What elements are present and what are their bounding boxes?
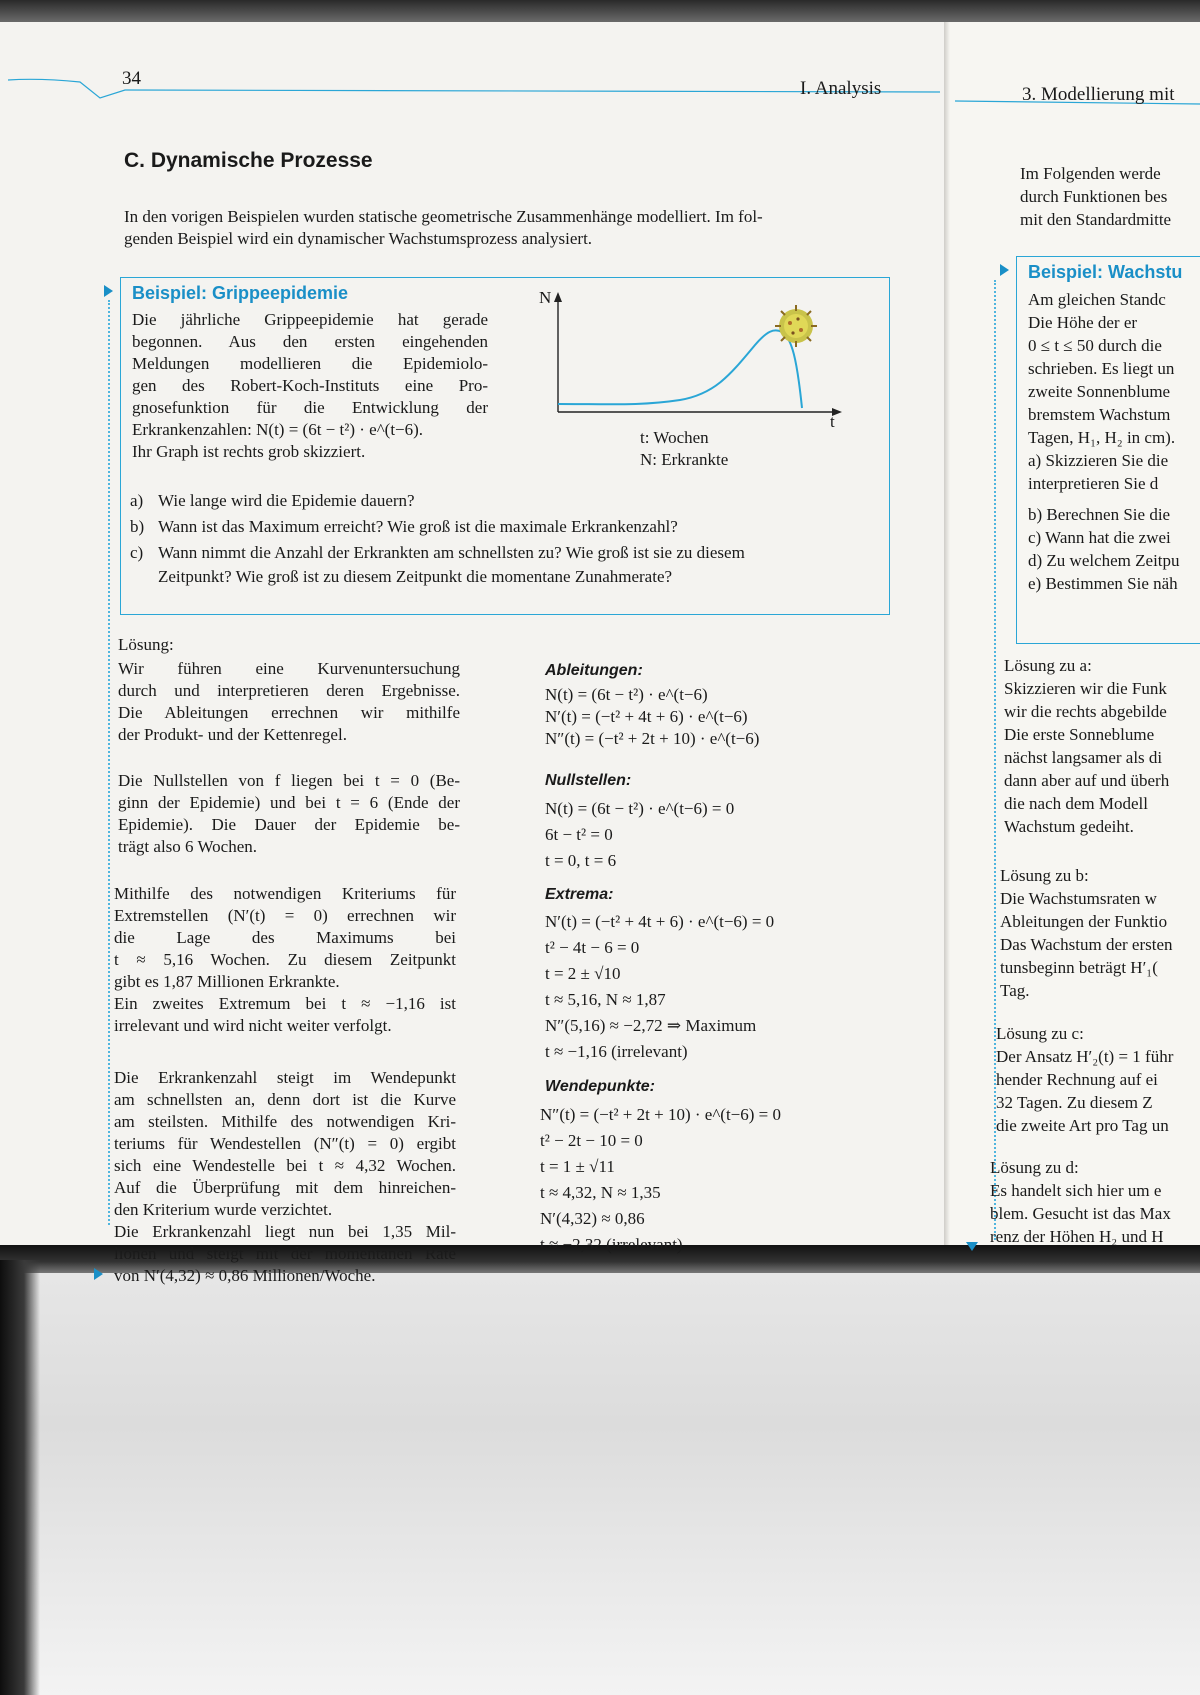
question-a bbox=[130, 490, 870, 512]
example-line: gen des Robert-Koch-Instituts eine Pro- bbox=[132, 376, 488, 395]
question-c-cont bbox=[130, 566, 870, 588]
solution-line: durch und interpretieren deren Ergebnisse. bbox=[118, 681, 460, 700]
right-solution-line: Wachstum gedeiht. bbox=[1004, 817, 1134, 836]
solution-heading: Lösung: bbox=[118, 635, 174, 654]
solution-line: teriums für Wendestellen (N″(t) = 0) ergibt bbox=[114, 1134, 456, 1153]
solution-line: am steilsten. Mithilfe des notwendigen Kri- bbox=[114, 1112, 456, 1131]
scan-bottom-area bbox=[0, 1245, 1200, 1695]
solution-line: von N′(4,32) ≈ 0,86 Millionen/Woche. bbox=[114, 1266, 376, 1285]
example-dotted-rule bbox=[108, 300, 110, 1225]
math-line: t² − 4t − 6 = 0 bbox=[545, 938, 640, 957]
right-solution-line: Es handelt sich hier um e bbox=[990, 1181, 1162, 1200]
page-number: 34 bbox=[122, 68, 141, 89]
example-line: begonnen. Aus den ersten eingehenden bbox=[132, 332, 488, 351]
solution-line: den Kriterium wurde verzichtet. bbox=[114, 1200, 333, 1219]
wendepunkte-block bbox=[540, 1102, 781, 1258]
right-example-title: Beispiel: Wachstu bbox=[1028, 262, 1183, 282]
math-line: t = 2 ± √10 bbox=[545, 964, 621, 983]
math-line: t = 1 ± √11 bbox=[540, 1157, 615, 1176]
right-end-marker-icon bbox=[966, 1242, 978, 1251]
solution-line: Die Erkrankenzahl liegt nun bei 1,35 Mil- bbox=[114, 1222, 456, 1241]
right-solution-heading: Lösung zu d: bbox=[990, 1158, 1079, 1177]
solution-line: Die Nullstellen von f liegen bei t = 0 (Be- bbox=[118, 771, 460, 790]
solution-line: Die Erkrankenzahl steigt im Wendepunkt bbox=[114, 1068, 456, 1087]
solution-line: Die Ableitungen errechnen wir mithilfe bbox=[118, 703, 460, 722]
math-line: N″(5,16) ≈ −2,72 ⇒ Maximum bbox=[545, 1016, 757, 1035]
right-solution-line: wir die rechts abgebilde bbox=[1004, 702, 1167, 721]
question-text: Wie lange wird die Epidemie dauern? bbox=[158, 491, 415, 510]
graph-x-label: t bbox=[830, 412, 835, 431]
right-intro-line: durch Funktionen bes bbox=[1020, 187, 1168, 206]
right-example-line: a) Skizzieren Sie die bbox=[1028, 451, 1169, 470]
math-line: N′(t) = (−t² + 4t + 6) · e^(t−6) bbox=[545, 707, 748, 726]
right-example-line: Am gleichen Standc bbox=[1028, 290, 1166, 309]
right-example-line: interpretieren Sie d bbox=[1028, 474, 1159, 493]
solution-line: Epidemie). Die Dauer der Epidemie be- bbox=[118, 815, 460, 834]
extrema-block bbox=[545, 909, 774, 1065]
example-line: Ihr Graph ist rechts grob skizziert. bbox=[132, 442, 366, 461]
question-letter: c) bbox=[130, 543, 144, 562]
y-axis-arrow-icon bbox=[554, 292, 562, 302]
math-line: N(t) = (6t − t²) · e^(t−6) = 0 bbox=[545, 799, 735, 818]
ableitungen-block bbox=[545, 684, 759, 750]
right-solution-a bbox=[1004, 654, 1200, 838]
solution-line: trägt also 6 Wochen. bbox=[118, 837, 258, 856]
right-solution-line: Tag. bbox=[1000, 981, 1030, 1000]
example-title: Beispiel: Grippeepidemie bbox=[132, 283, 349, 303]
example-line: Erkrankenzahlen: N(t) = (6t − t²) · e^(t−6). bbox=[132, 420, 424, 439]
question-letter: b) bbox=[130, 517, 145, 536]
right-solution-line: Die erste Sonneblume bbox=[1004, 725, 1155, 744]
right-solution-line: Skizzieren wir die Funk bbox=[1004, 679, 1167, 698]
right-solution-line: renz der Höhen H₂ und H bbox=[990, 1227, 1164, 1246]
right-example-line: d) Zu welchem Zeitpu bbox=[1028, 551, 1180, 570]
extrema-label: Extrema: bbox=[545, 886, 614, 903]
wendepunkte-label: Wendepunkte: bbox=[545, 1078, 655, 1095]
right-solution-line: Das Wachstum der ersten bbox=[1000, 935, 1173, 954]
right-example-line: 0 ≤ t ≤ 50 durch die bbox=[1028, 336, 1162, 355]
epidemic-curve bbox=[558, 330, 802, 408]
solution-line: Auf die Überprüfung mit dem hinreichen- bbox=[114, 1178, 456, 1197]
math-line: t = 0, t = 6 bbox=[545, 851, 617, 870]
example-line: gnosefunktion für die Entwicklung der bbox=[132, 398, 488, 417]
right-solution-line: dann aber auf und überh bbox=[1004, 771, 1170, 790]
question-text: Wann nimmt die Anzahl der Erkrankten am schnellsten zu? Wie groß ist sie zu diesem bbox=[158, 543, 745, 562]
right-solution-b bbox=[1000, 864, 1200, 1002]
chapter-title-left: I. Analysis bbox=[800, 78, 882, 99]
math-line: N′(t) = (−t² + 4t + 6) · e^(t−6) = 0 bbox=[545, 912, 775, 931]
right-example-line: b) Berechnen Sie die bbox=[1028, 505, 1171, 524]
example-line: Meldungen modellieren die Epidemiolo- bbox=[132, 354, 488, 373]
right-solution-line: blem. Gesucht ist das Max bbox=[990, 1204, 1171, 1223]
question-text: Zeitpunkt? Wie groß ist zu diesem Zeitpunkt die momentane Zunahmerate? bbox=[158, 567, 673, 586]
right-solution-heading: Lösung zu c: bbox=[996, 1024, 1084, 1043]
math-line: t ≈ −2,32 (irrelevant) bbox=[540, 1235, 683, 1254]
chapter-title-right: 3. Modellierung mit bbox=[1022, 84, 1175, 105]
solution-para-1 bbox=[118, 658, 460, 746]
question-text: Wann ist das Maximum erreicht? Wie groß ist die maximale Erkrankenzahl? bbox=[158, 517, 678, 536]
right-solution-line: Der Ansatz H′₂(t) = 1 führ bbox=[996, 1047, 1174, 1066]
virus-icon bbox=[775, 305, 817, 347]
math-line: N″(t) = (−t² + 2t + 10) · e^(t−6) = 0 bbox=[540, 1105, 782, 1124]
nullstellen-block bbox=[545, 796, 734, 874]
solution-line: gibt es 1,87 Millionen Erkrankte. bbox=[114, 972, 340, 991]
math-line: N″(t) = (−t² + 2t + 10) · e^(t−6) bbox=[545, 729, 760, 748]
solution-line: lionen und steigt mit der momentanen Rate bbox=[114, 1244, 456, 1263]
scan-left-shadow bbox=[0, 1260, 40, 1695]
right-solution-line: die nach dem Modell bbox=[1004, 794, 1148, 813]
solution-line: irrelevant und wird nicht weiter verfolgt. bbox=[114, 1016, 392, 1035]
math-line: t² − 2t − 10 = 0 bbox=[540, 1131, 643, 1150]
header-rule bbox=[0, 60, 1200, 110]
solution-line: Extremstellen (N′(t) = 0) errechnen wir bbox=[114, 906, 456, 925]
right-intro bbox=[1020, 162, 1200, 231]
graph-legend-n: N: Erkrankte bbox=[640, 450, 729, 469]
nullstellen-label: Nullstellen: bbox=[545, 772, 632, 789]
epidemic-graph bbox=[530, 290, 850, 450]
section-title: C. Dynamische Prozesse bbox=[124, 149, 373, 172]
right-intro-line: mit den Standardmitte bbox=[1020, 210, 1172, 229]
right-example-line: zweite Sonnenblume bbox=[1028, 382, 1171, 401]
right-solution-c bbox=[996, 1022, 1200, 1137]
right-example-line: e) Bestimmen Sie näh bbox=[1028, 574, 1178, 593]
right-solution-line: die zweite Art pro Tag un bbox=[996, 1116, 1169, 1135]
right-example-marker-icon bbox=[1000, 264, 1009, 276]
right-solution-line: Ableitungen der Funktio bbox=[1000, 912, 1168, 931]
math-line: t ≈ −1,16 (irrelevant) bbox=[545, 1042, 688, 1061]
right-solution-line: tunsbeginn beträgt H′₁( bbox=[1000, 958, 1158, 977]
right-solution-line: Die Wachstumsraten w bbox=[1000, 889, 1157, 908]
solution-line: Wir führen eine Kurvenuntersuchung bbox=[118, 659, 460, 678]
solution-line: die Lage des Maximums bei bbox=[114, 928, 456, 947]
example-line: Die jährliche Grippeepidemie hat gerade bbox=[132, 310, 488, 329]
graph-y-label: N bbox=[539, 288, 552, 307]
right-solution-heading: Lösung zu a: bbox=[1004, 656, 1092, 675]
solution-line: Ein zweites Extremum bei t ≈ −1,16 ist bbox=[114, 994, 456, 1013]
right-example-line: c) Wann hat die zwei bbox=[1028, 528, 1171, 547]
math-line: 6t − t² = 0 bbox=[545, 825, 613, 844]
right-solution-line: nächst langsamer als di bbox=[1004, 748, 1163, 767]
solution-line: Mithilfe des notwendigen Kriteriums für bbox=[114, 884, 456, 903]
solution-end-marker-icon bbox=[94, 1268, 103, 1280]
right-example-text bbox=[1028, 288, 1200, 595]
ableitungen-label: Ableitungen: bbox=[545, 662, 643, 679]
right-example-line: Die Höhe der er bbox=[1028, 313, 1138, 332]
solution-para-2 bbox=[118, 770, 460, 858]
intro-line-2: genden Beispiel wird ein dynamischer Wachstumsprozess analysiert. bbox=[124, 229, 593, 248]
right-example-line: Tagen, H₁, H₂ in cm). bbox=[1028, 428, 1176, 447]
solution-line: der Produkt- und der Kettenregel. bbox=[118, 725, 347, 744]
example-text bbox=[132, 309, 488, 463]
math-line: t ≈ 4,32, N ≈ 1,35 bbox=[540, 1183, 661, 1202]
example-marker-icon bbox=[104, 285, 113, 297]
solution-line: t ≈ 5,16 Wochen. Zu diesem Zeitpunkt bbox=[114, 950, 456, 969]
solution-line: sich eine Wendestelle bei t ≈ 4,32 Wochen. bbox=[114, 1156, 456, 1175]
solution-para-3 bbox=[114, 883, 456, 1037]
intro-line-1: In den vorigen Beispielen wurden statische geometrische Zusammenhänge modelliert. Im fol- bbox=[124, 207, 763, 226]
math-line: N′(4,32) ≈ 0,86 bbox=[540, 1209, 645, 1228]
scan-top-edge bbox=[0, 0, 1200, 22]
right-example-line: bremstem Wachstum bbox=[1028, 405, 1171, 424]
math-line: N(t) = (6t − t²) · e^(t−6) bbox=[545, 685, 708, 704]
graph-legend-t: t: Wochen bbox=[640, 428, 709, 447]
right-solution-line: 32 Tagen. Zu diesem Z bbox=[996, 1093, 1153, 1112]
right-solution-line: hender Rechnung auf ei bbox=[996, 1070, 1158, 1089]
book-spine bbox=[944, 20, 950, 1260]
question-b bbox=[130, 516, 870, 538]
right-solution-heading: Lösung zu b: bbox=[1000, 866, 1089, 885]
solution-line: ginn der Epidemie) und bei t = 6 (Ende der bbox=[118, 793, 460, 812]
question-c bbox=[130, 542, 870, 564]
right-intro-line: Im Folgenden werde bbox=[1020, 164, 1161, 183]
solution-para-4 bbox=[114, 1067, 456, 1287]
right-example-line: schrieben. Es liegt un bbox=[1028, 359, 1175, 378]
math-line: t ≈ 5,16, N ≈ 1,87 bbox=[545, 990, 666, 1009]
solution-line: am schnellsten an, denn dort ist die Kurve bbox=[114, 1090, 456, 1109]
question-letter: a) bbox=[130, 491, 144, 510]
right-solution-d bbox=[990, 1156, 1200, 1248]
